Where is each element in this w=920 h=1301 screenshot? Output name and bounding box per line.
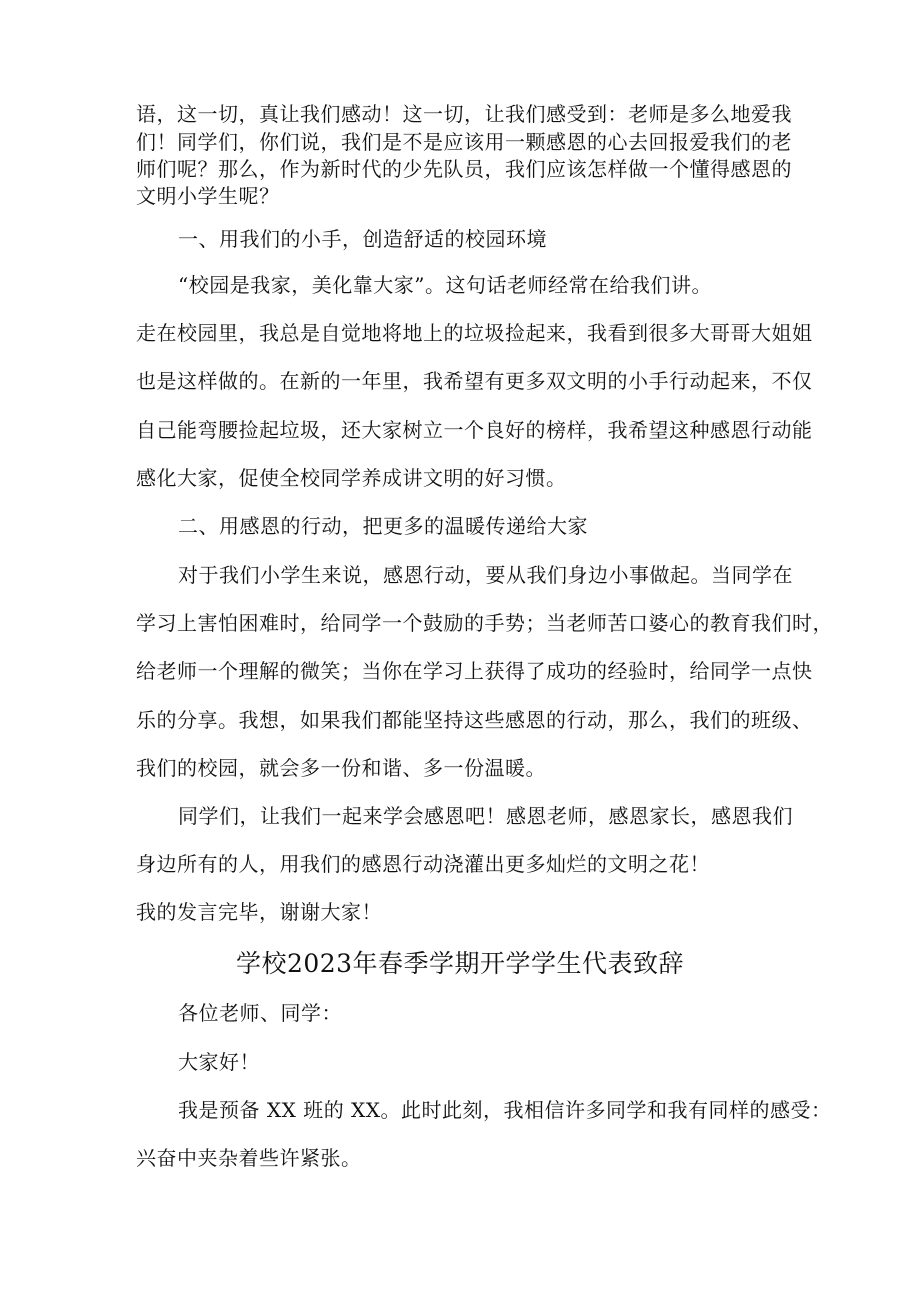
paragraph-line: 给老师一个理解的微笑；当你在学习上获得了成功的经验时，给同学一点快 bbox=[136, 659, 813, 683]
paragraph-line: 也是这样做的。在新的一年里，我希望有更多双文明的小手行动起来，不仅 bbox=[136, 369, 813, 393]
paragraph-line: 我是预备 XX 班的 XX。此时此刻，我相信许多同学和我有同样的感受： bbox=[178, 1098, 832, 1122]
paragraph-line: 对于我们小学生来说，感恩行动，要从我们身边小事做起。当同学在 bbox=[178, 563, 793, 587]
paragraph-line: 自己能弯腰捡起垃圾，还大家树立一个良好的榜样，我希望这种感恩行动能 bbox=[136, 418, 813, 442]
paragraph-line: 师们呢？那么，作为新时代的少先队员，我们应该怎样做一个懂得感恩的 bbox=[136, 157, 792, 181]
paragraph-line: 兴奋中夹杂着些许紧张。 bbox=[136, 1146, 362, 1170]
paragraph-line: “校园是我家，美化靠大家”。这句话老师经常在给我们讲。 bbox=[178, 273, 712, 297]
paragraph-line: 同学们，让我们一起来学会感恩吧！感恩老师，感恩家长，感恩我们 bbox=[178, 804, 793, 828]
paragraph-line: 语，这一切，真让我们感动！这一切，让我们感受到：老师是多么地爱我 bbox=[136, 102, 792, 126]
paragraph-line: 走在校园里，我总是自觉地将地上的垃圾捡起来，我看到很多大哥哥大姐姐 bbox=[136, 321, 813, 345]
paragraph-line: 学习上害怕困难时，给同学一个鼓励的手势；当老师苦口婆心的教育我们时， bbox=[136, 611, 833, 635]
paragraph-line: 乐的分享。我想，如果我们都能坚持这些感恩的行动，那么，我们的班级、 bbox=[136, 708, 813, 732]
document-title: 学校2023年春季学期开学学生代表致辞 bbox=[235, 949, 685, 978]
salutation: 各位老师、同学： bbox=[178, 1001, 342, 1025]
paragraph-line: 我们的校园，就会多一份和谐、多一份温暖。 bbox=[136, 756, 546, 780]
section-heading: 二、用感恩的行动，把更多的温暖传递给大家 bbox=[178, 514, 588, 538]
paragraph-line: 文明小学生呢？ bbox=[136, 184, 280, 208]
greeting: 大家好！ bbox=[178, 1050, 260, 1074]
paragraph-line: 感化大家，促使全校同学养成讲文明的好习惯。 bbox=[136, 466, 567, 490]
paragraph-line: 我的发言完毕，谢谢大家！ bbox=[136, 900, 382, 924]
section-heading: 一、用我们的小手，创造舒适的校园环境 bbox=[178, 227, 547, 251]
paragraph-line: 们！同学们，你们说，我们是不是应该用一颗感恩的心去回报爱我们的老 bbox=[136, 130, 792, 154]
paragraph-line: 身边所有的人，用我们的感恩行动浇灌出更多灿烂的文明之花！ bbox=[136, 852, 710, 876]
